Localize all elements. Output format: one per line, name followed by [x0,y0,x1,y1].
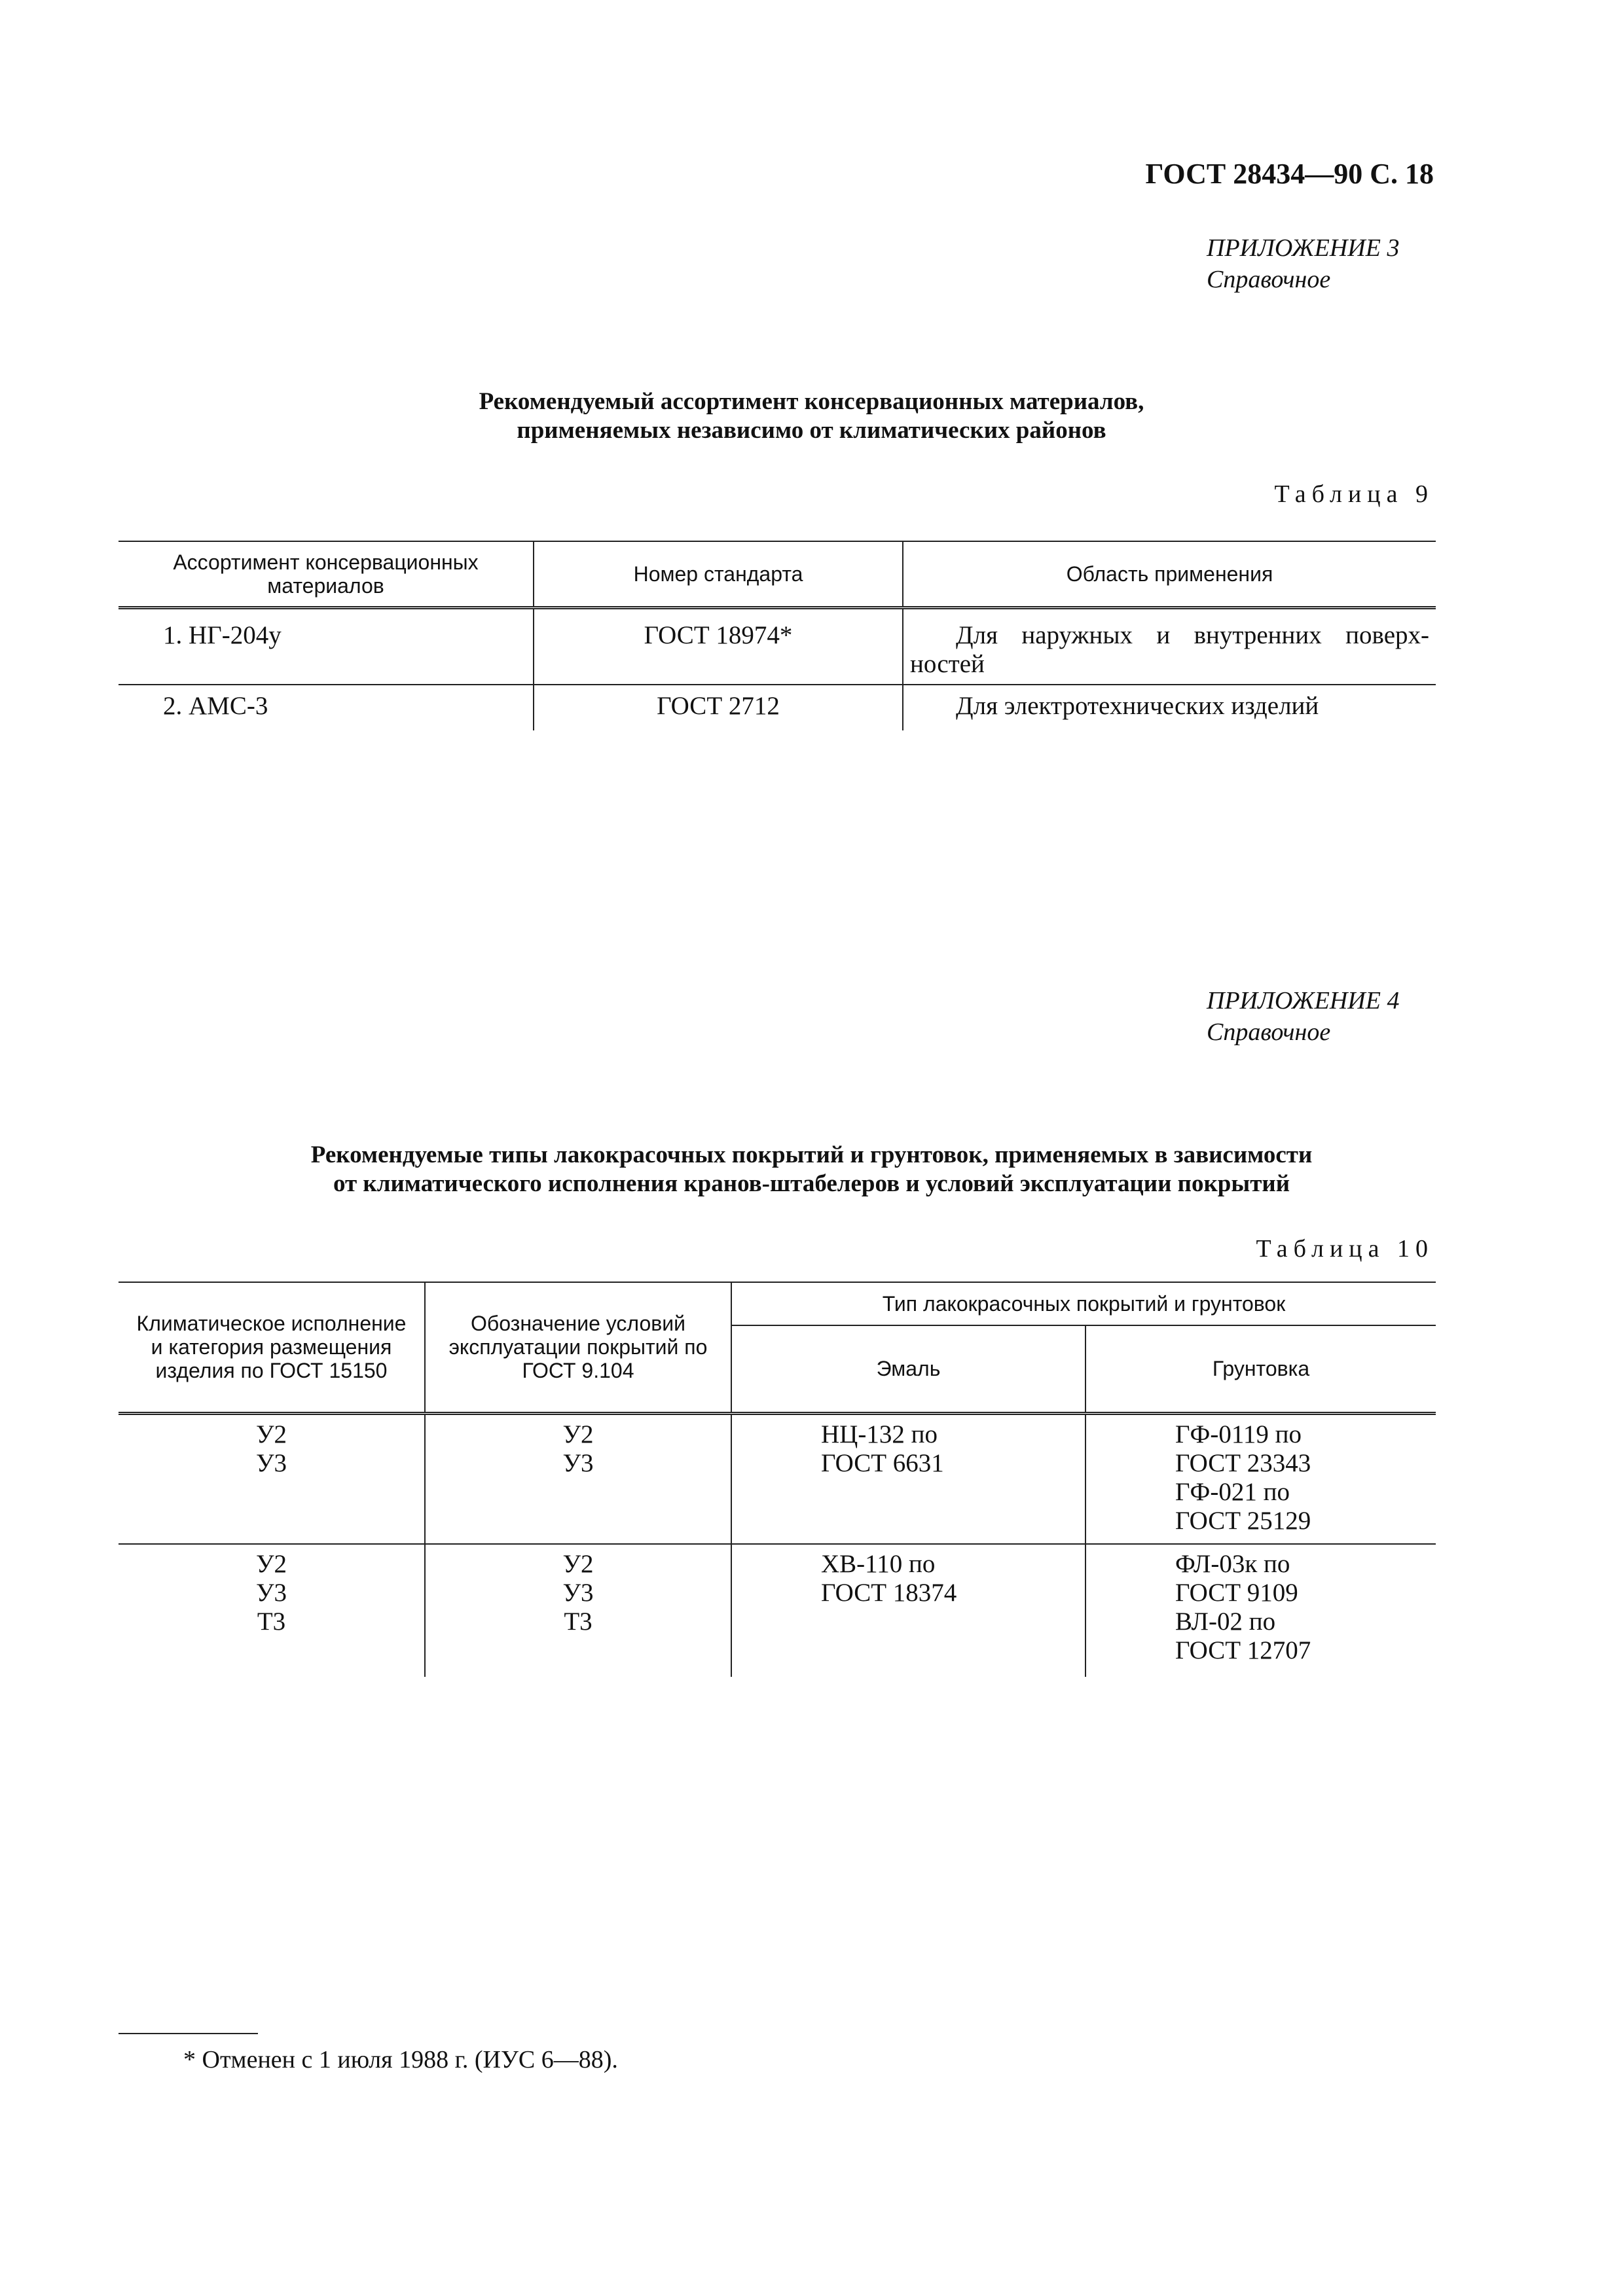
table-9-header-standard: Номер стандарта [534,541,903,607]
table-10-header-climate: Климатическое исполнение и категория размещения изделия по ГОСТ 15150 [119,1282,425,1413]
appendix-4-title-line1: Рекомендуемые типы лакокрасочных покрытий и грунтовок, применяемых в зависимости [310,1141,1313,1168]
appendix-4-heading [1207,985,1399,1048]
table-9-cell-standard: ГОСТ 18974* [534,607,903,685]
appendix-4-kind: Справочное [1207,1018,1331,1046]
page-header: ГОСТ 28434—90 С. 18 [1145,158,1434,190]
appendix-4-label: ПРИЛОЖЕНИЕ 4 [1207,987,1400,1014]
appendix-3-title-line1: Рекомендуемый ассортимент консервационных материалов, [479,388,1144,415]
table-row [119,1413,1436,1544]
table-9-cell-area: Для электротехнических изделий [956,692,1319,720]
table-10-cell-enamel: НЦ-132 по ГОСТ 6631 [731,1413,1085,1544]
appendix-4-title-line2: от климатического исполнения кранов-штабелеров и условий эксплуатации покрытий [333,1170,1290,1197]
appendix-3-label: ПРИЛОЖЕНИЕ 3 [1207,234,1400,262]
table-10-cell-climate: У2 У3 [119,1413,425,1544]
table-9-cell-area: Для наружных и внутренних поверх-ностей [910,620,1429,678]
table-9-cell-material: 1. НГ-204у [119,607,534,685]
table-row [119,1544,1436,1677]
appendix-3-title [0,387,1623,445]
table-9-cell-material: 2. АМС-3 [119,685,534,730]
table-10-cell-primer: ГФ-0119 по ГОСТ 23343 ГФ-021 по ГОСТ 25129 [1175,1420,1311,1535]
table-9-label: Таблица 9 [1274,480,1434,508]
table-10-header-conditions: Обозначение условий эксплуатации покрытий по ГОСТ 9.104 [425,1282,731,1413]
appendix-3-kind: Справочное [1207,266,1331,293]
table-9 [119,541,1436,730]
table-10-cell-conditions: У2 У3 [425,1413,731,1544]
table-10-label: Таблица 10 [1256,1235,1434,1263]
table-10-header-primer: Грунтовка [1212,1357,1310,1381]
table-10-header-enamel: Эмаль [731,1325,1085,1413]
footnote-divider [119,2033,258,2034]
appendix-3-heading [1207,232,1399,295]
table-9-cell-standard: ГОСТ 2712 [534,685,903,730]
table-row [119,607,1436,685]
table-10 [119,1282,1436,1677]
appendix-3-title-line2: применяемых независимо от климатических районов [517,417,1106,444]
appendix-4-title [0,1141,1623,1198]
footnote: * Отменен с 1 июля 1988 г. (ИУС 6—88). [183,2046,618,2073]
table-10-cell-primer: ФЛ-03к по ГОСТ 9109 ВЛ-02 по ГОСТ 12707 [1175,1550,1311,1664]
table-10-cell-conditions: У2 У3 Т3 [425,1544,731,1677]
table-9-header-area: Область применения [1066,562,1273,586]
table-10-header-group: Тип лакокрасочных покрытий и грунтовок [731,1282,1436,1325]
table-10-cell-climate: У2 У3 Т3 [119,1544,425,1677]
table-row [119,685,1436,730]
table-9-header-material: Ассортимент консервационных материалов [119,541,534,607]
table-10-cell-enamel: ХВ-110 по ГОСТ 18374 [731,1544,1085,1677]
